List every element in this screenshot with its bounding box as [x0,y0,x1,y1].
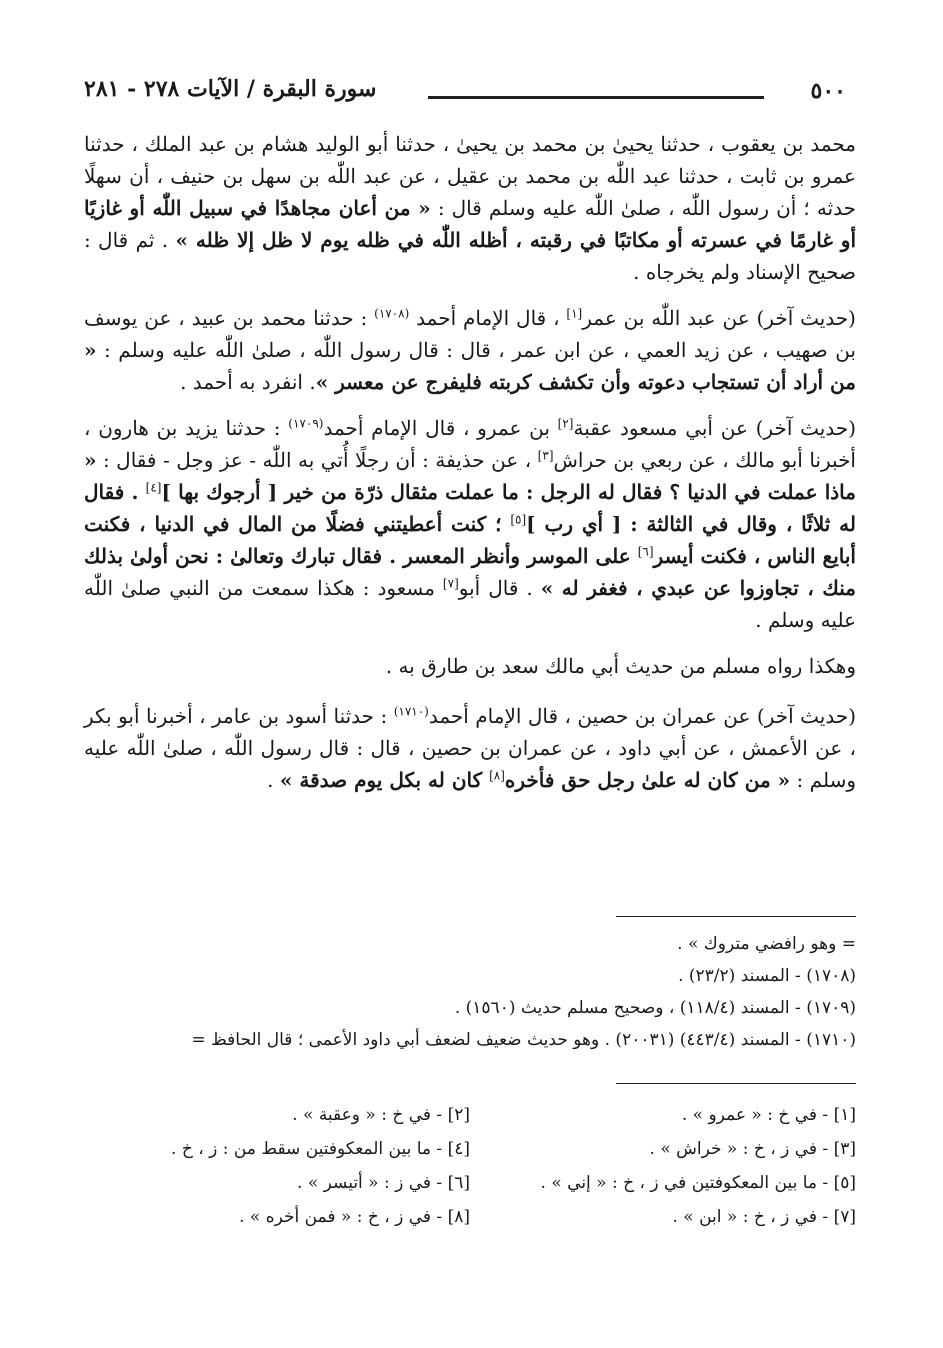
hadith-text: . فقال له ثلاثًا ، وقال في الثالثة : [ أي رب ] [84,480,856,536]
text-span: . ثم قال : صحيح الإسناد ولم يخرجاه . [84,228,856,284]
footnote-divider [616,916,856,917]
footnote-ref: (١٧٠٨) [374,306,410,321]
note-item: [٤] - ما بين المعكوفتين سقط من : ز ، خ . [171,1139,470,1159]
hadith-text: « ماذا عملت في الدنيا ؟ فقال له الرجل : ما عملت مثقال ذرّة من خير [ أرجوك بها ] [84,448,856,504]
footnote-ref: (١٧١٠) [393,704,429,719]
notes-divider [616,1083,856,1084]
text-span: ، قال الإمام أحمد [409,306,567,330]
footnote-ref: (١٧٠٩) [288,416,324,431]
hadith-text: « من أراد أن تستجاب دعوته وأن تكشف كربته فليفرج عن معسر » [84,338,856,394]
note-item: [٣] - في ز ، خ : « خراش » . [649,1139,856,1159]
text-span: ، عن حذيفة : أن رجلًا أُتي به اللّٰه - عز وجل - فقال : [96,448,538,472]
header-rule [428,96,764,99]
footnote-line: = وهو رافضي متروك » . [677,934,856,954]
paragraph-5 [84,700,856,796]
note-ref: [٨] [489,768,505,783]
paragraph-1 [84,128,856,288]
footnotes [84,928,856,1056]
text-span: . قال أبو [458,576,541,600]
footnote-line: (١٧١٠) - المسند (٤٤٣/٤) (٢٠٠٣١) . وهو حديث ضعيف لضعف أبي داود الأعمى ؛ قال الحافظ = [191,1030,856,1050]
text-span: بن عمرو ، قال الإمام أحمد [323,416,558,440]
paragraph-2 [84,302,856,398]
hadith-text: كان له بكل يوم صدقة » [279,768,490,792]
text-span: (حديث آخر) عن أبي مسعود عقبة [573,416,856,440]
note-ref: [٢] [557,416,574,431]
note-ref: [٣] [537,448,554,463]
running-title: سورة البقرة / الآيات ٢٧٨ - ٢٨١ [84,76,377,102]
note-ref: [٦] [637,544,654,559]
paragraph-4 [84,650,856,682]
note-item: [٢] - في خ : « وعقبة » . [292,1105,470,1125]
page-number: ٥٠٠ [810,78,846,104]
text-span: : حدثنا أسود بن عامر ، أخبرنا أبو بكر ، عن الأعمش ، عن أبي داود ، عن عمران بن حصين ، قال : قال رسول اللّٰه ، صلىٰ اللّٰه عليه وسلم : [84,704,856,792]
note-item: [٥] - ما بين المعكوفتين في ز ، خ : « إني » . [540,1173,856,1193]
note-ref: [٥] [510,512,527,527]
footnote-line: (١٧٠٨) - المسند (٢٣/٢) . [678,966,856,986]
note-ref: [١] [566,306,583,321]
text-span: . انفرد به أحمد . [180,370,316,394]
editor-notes [84,1098,856,1234]
text-span: (حديث آخر) عن عبد اللّٰه بن عمر [582,306,856,330]
hadith-text: على الموسر وأنظر المعسر . فقال تبارك وتعالىٰ : نحن أولىٰ بذلك منك ، تجاوزوا عن عبدي ، فغفر له » [84,544,856,600]
text-span: . [267,768,280,792]
text-span: وهكذا رواه مسلم من حديث أبي مالك سعد بن طارق به . [385,654,856,678]
paragraph-3 [84,412,856,636]
note-item: [٧] - في ز ، خ : « ابن » . [672,1207,856,1227]
footnote-line: (١٧٠٩) - المسند (١١٨/٤) ، وصحيح مسلم حديث (١٥٦٠) . [454,998,856,1018]
text-span: : حدثنا يزيد بن هارون ، أخبرنا أبو مالك ، عن ربعي بن حراش [84,416,856,472]
note-ref: [٧] [442,576,459,591]
hadith-text: « من كان له علىٰ رجل حق فأخره [504,768,791,792]
hadith-text: ؛ كنت أعطيتني فضلًا من المال في الدنيا ، فكنت أبايع الناس ، فكنت أيسر [84,512,856,568]
text-span: محمد بن يعقوب ، حدثنا يحيىٰ بن محمد بن يحيىٰ ، حدثنا أبو الوليد هشام بن عبد الملك ، حدثنا عمرو بن ثابت ، حدثنا عبد اللّٰه بن محمد بن عقيل ، عن عبد اللّٰه بن سهل بن حنيف ، أن سهلًا حدثه ؛ أن رسول اللّٰه ، صلىٰ اللّٰه عليه وسلم قال : [84,132,857,220]
page-header [84,74,856,114]
main-text [84,128,856,810]
note-item: [٦] - في ز : « أتيسر » . [297,1173,470,1193]
text-span: (حديث آخر) عن عمران بن حصين ، قال الإمام أحمد [428,704,856,728]
text-span: : حدثنا محمد بن عبيد ، عن يوسف بن صهيب ، عن زيد العمي ، عن ابن عمر ، قال : قال رسول اللّٰه ، صلىٰ اللّٰه عليه وسلم : [84,306,856,362]
note-ref: [٤] [145,480,162,495]
text-span: مسعود : هكذا سمعت من النبي صلىٰ اللّٰه عليه وسلم . [84,576,856,632]
note-item: [٨] - في ز ، خ : « فمن أخره » . [239,1207,470,1227]
hadith-text: « من أعان مجاهدًا في سبيل اللّٰه أو غازيًا أو غارمًا في عسرته أو مكاتبًا في رقبته ، أظله اللّٰه في ظله يوم لا ظل إلا ظله » [84,196,857,252]
note-item: [١] - في خ : « عمرو » . [681,1105,856,1125]
